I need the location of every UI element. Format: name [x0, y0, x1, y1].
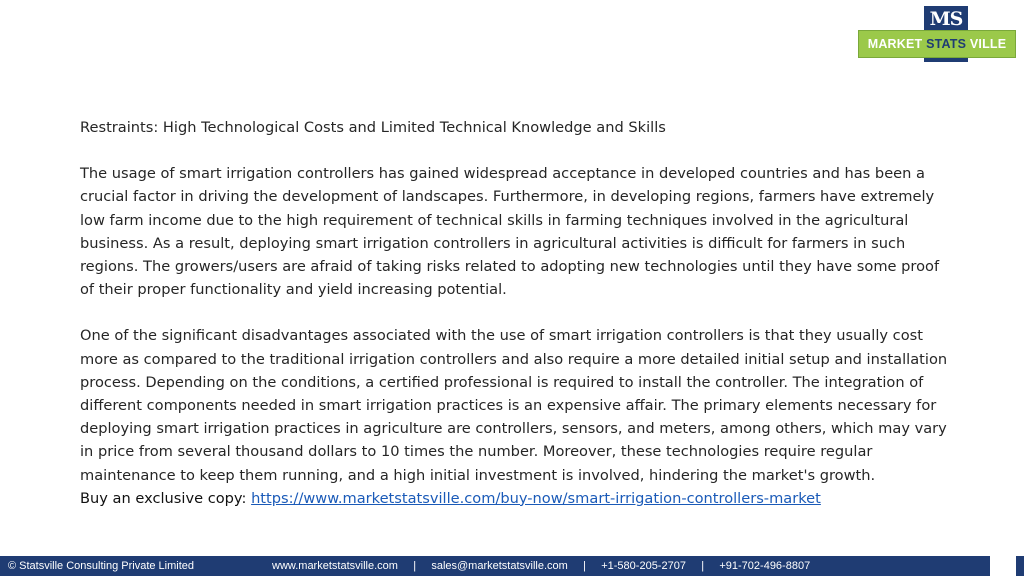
- logo-word-stats: STATS: [926, 37, 967, 51]
- paragraph-1: The usage of smart irrigation controllers has gained widespread acceptance in developed countries and has been a crucial factor in driving the development of landscapes. Furthermore, in developing regions, farmers have extremely low farm income due to the high requirement of technical skills in farming techniques involved in the agricultural business. As a result, deploying smart irrigation controllers in agricultural activities is difficult for farmers in such regions. The growers/users are afraid of taking risks related to adopting new technologies until they have some proof of their proper functionality and yield increasing potential.: [80, 165, 940, 299]
- footer-page-box: [990, 556, 1016, 576]
- footer-bar: [0, 556, 1024, 576]
- footer-contacts: www.marketstatsville.com | sales@marketstatsville.com | +1-580-205-2707 | +91-702-496-8807: [272, 560, 811, 572]
- footer-copyright: © Statsville Consulting Private Limited: [8, 560, 195, 572]
- buy-label: Buy an exclusive copy:: [80, 489, 252, 507]
- article-body: [80, 116, 950, 510]
- logo-word-market: MARKET: [867, 37, 923, 51]
- logo-monogram: MS: [924, 6, 968, 32]
- buy-link[interactable]: https://www.marketstatsville.com/buy-now/smart-irrigation-controllers-market: [251, 489, 821, 507]
- buy-line: [80, 487, 950, 510]
- brand-logo: [858, 6, 1016, 62]
- logo-word-ville: VILLE: [969, 37, 1007, 51]
- section-heading: Restraints: High Technological Costs and Limited Technical Knowledge and Skills: [80, 119, 666, 136]
- logo-wordmark: [858, 30, 1016, 58]
- paragraph-2: One of the significant disadvantages associated with the use of smart irrigation controllers is that they usually cost more as compared to the traditional irrigation controllers and also require a more detailed initial setup and installation process. Depending on the conditions, a certified professional is required to install the controller. The integration of different components needed in smart irrigation practices is an expensive affair. The primary elements necessary for deploying smart irrigation practices in agriculture are controllers, sensors, and meters, among others, which may vary in price from several thousand dollars to 10 times the number. Moreover, these technologies require regular maintenance to keep them running, and a high initial investment is involved, hindering the market's growth.: [80, 327, 948, 484]
